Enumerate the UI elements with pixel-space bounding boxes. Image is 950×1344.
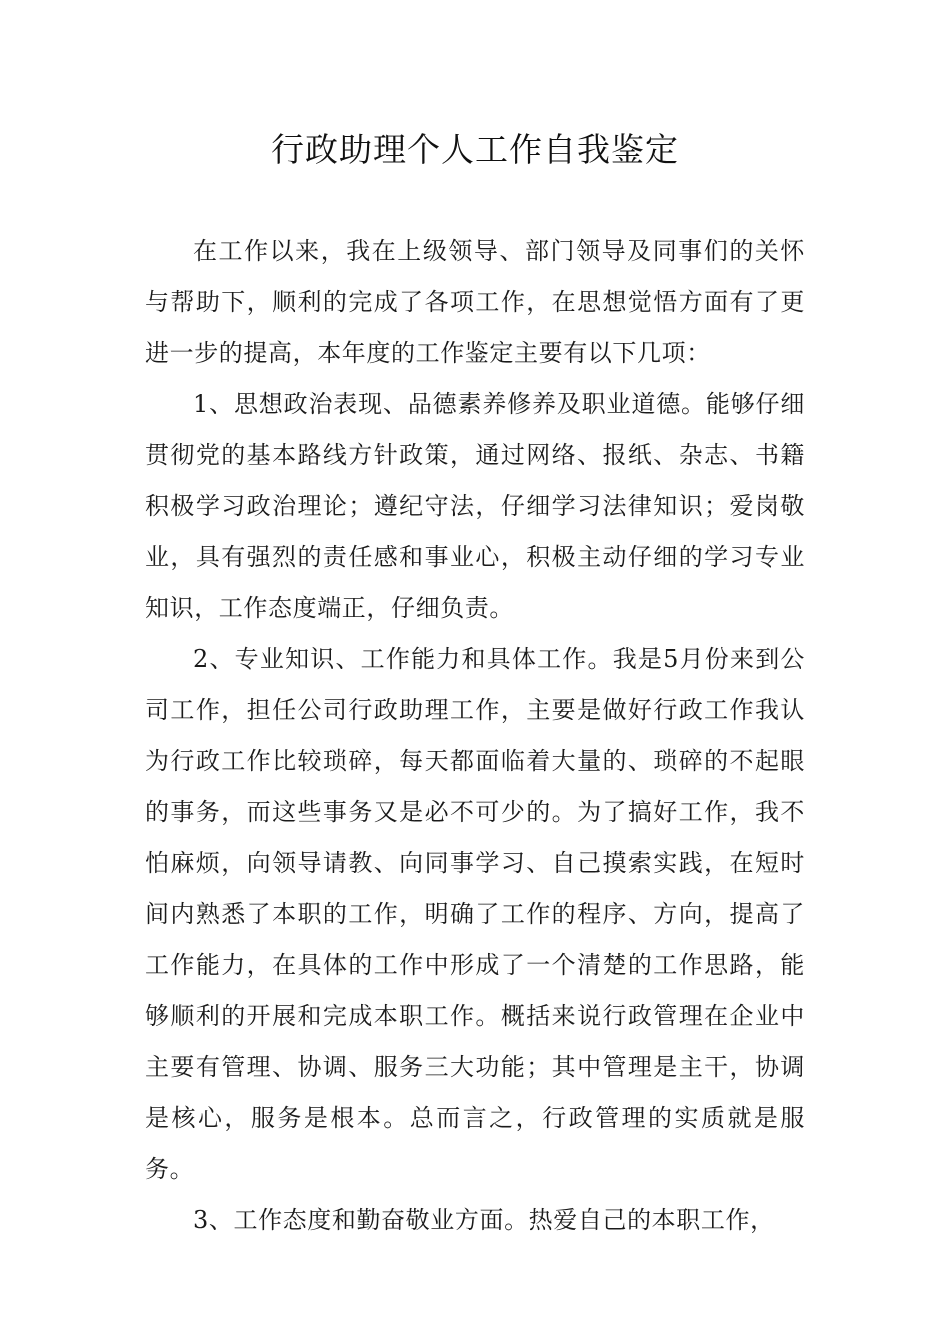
paragraph-section-1: 1、思想政治表现、品德素养修养及职业道德。能够仔细贯彻党的基本路线方针政策，通过网络、报纸、杂志、书籍积极学习政治理论；遵纪守法，仔细学习法律知识；爱岗敬业，具有强烈的责任感和事业心，积极主动仔细的学习专业知识，工作态度端正，仔细负责。 [145, 390, 805, 622]
paragraph-section-2: 2、专业知识、工作能力和具体工作。我是5月份来到公司工作，担任公司行政助理工作，主要是做好行政工作我认为行政工作比较琐碎，每天都面临着大量的、琐碎的不起眼的事务，而这些事务又是必不可少的。为了搞好工作，我不怕麻烦，向领导请教、向同事学习、自己摸索实践，在短时间内熟悉了本职的工作，明确了工作的程序、方向，提高了工作能力，在具体的工作中形成了一个清楚的工作思路，能够顺利的开展和完成本职工作。概括来说行政管理在企业中主要有管理、协调、服务三大功能；其中管理是主干，协调是核心，服务是根本。总而言之，行政管理的实质就是服务。 [145, 645, 805, 1183]
paragraph-section-3: 3、工作态度和勤奋敬业方面。热爱自己的本职工作， [193, 1206, 775, 1234]
document-title: 行政助理个人工作自我鉴定 [271, 130, 679, 169]
document-body [145, 226, 805, 1246]
paragraph-intro: 在工作以来，我在上级领导、部门领导及同事们的关怀与帮助下，顺利的完成了各项工作，在思想觉悟方面有了更进一步的提高，本年度的工作鉴定主要有以下几项： [145, 237, 805, 367]
